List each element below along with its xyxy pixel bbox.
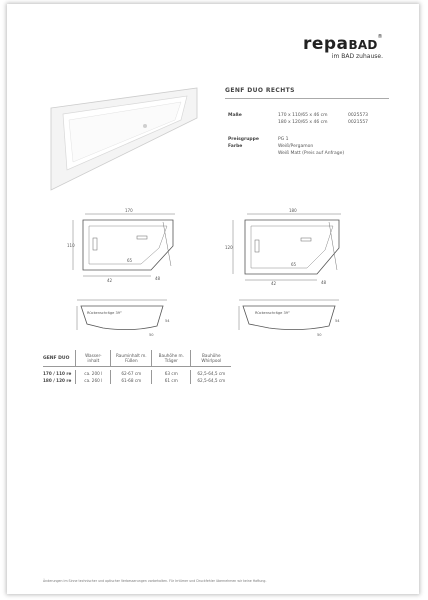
table-header: Bauhöhe m. Träger (152, 350, 191, 367)
table-cell: ca. 200 l (76, 370, 111, 377)
table-cell: 170 / 110 re (43, 371, 72, 376)
dim-2: 42 (271, 281, 277, 286)
dim-height: 110 (67, 243, 75, 248)
table-cell: ca. 260 l (76, 377, 111, 384)
dim-2: 42 (107, 278, 113, 283)
farbe-value: Weiß Matt (Preis auf Anfrage) (278, 151, 345, 156)
table-header: Rauminhalt m. Füßen (111, 350, 152, 367)
specs-table (43, 350, 231, 384)
brand-logo (303, 34, 383, 60)
table-row (43, 377, 231, 384)
dim-3: 48 (321, 280, 327, 285)
product-image (49, 86, 199, 194)
spec-row-masse-1 (228, 112, 388, 119)
side-note: Rückenschräge 39° (87, 311, 122, 315)
table-cell: 62-67 cm (111, 370, 152, 377)
table-cell: 63 cm (152, 370, 191, 377)
dim-3: 48 (155, 276, 161, 281)
dim-1: 65 (291, 262, 297, 267)
masse-size: 170 x 110/65 x 46 cm (278, 113, 328, 118)
spec-row-masse-2 (228, 119, 388, 126)
dim-5: 54 (165, 319, 170, 323)
table-header: GENF DUO (43, 355, 70, 361)
farbe-label: Farbe (228, 144, 243, 149)
masse-code: 0021557 (348, 120, 369, 125)
dim-1: 65 (127, 258, 133, 263)
table-cell: 62,5-64,5 cm (191, 370, 232, 377)
masse-label: Maße (228, 113, 242, 118)
dim-5: 54 (335, 319, 340, 323)
spec-row-farbe-2 (228, 150, 388, 157)
table-header: Wasser-inhalt (76, 350, 111, 367)
preisgruppe-label: Preisgruppe (228, 137, 259, 142)
farbe-value: Weiß/Pergamon (278, 144, 314, 149)
dim-4: 50 (149, 333, 154, 337)
table-row (43, 370, 231, 377)
footnote: Änderungen im Sinne technischer und optischer Verbesserungen vorbehalten. Für Irrtümer und Druckfehler übernehmen wir keine Haftung. (43, 579, 267, 583)
brand-name: repaBAD® (302, 34, 383, 54)
table-cell: 61-68 cm (111, 377, 152, 384)
spec-row-preisgruppe (228, 136, 388, 143)
title-divider (225, 98, 389, 99)
product-title: GENF DUO RECHTS (225, 87, 295, 94)
spec-row-farbe (228, 143, 388, 150)
side-profile-180 (235, 294, 345, 338)
dim-width: 170 (125, 208, 133, 213)
dim-height: 120 (225, 245, 233, 250)
table-cell: 180 / 120 re (43, 378, 72, 383)
dim-4: 50 (317, 333, 322, 337)
masse-code: 0025573 (348, 113, 369, 118)
preisgruppe-value: PG 1 (278, 137, 289, 142)
plan-drawing-180 (225, 204, 355, 286)
brand-tagline: im BAD zuhause. (331, 53, 383, 60)
table-header-row (43, 350, 231, 367)
side-note: Rückenschräge 39° (255, 311, 290, 315)
side-profile-170 (73, 294, 173, 338)
table-header: Bauhöhe Whirlpool (191, 350, 232, 367)
table-cell: 61 cm (152, 377, 191, 384)
table-cell: 62,5-64,5 cm (191, 377, 232, 384)
product-specs (228, 112, 388, 157)
plan-drawing-170 (67, 204, 187, 286)
dim-width: 180 (289, 208, 297, 213)
masse-size: 180 x 120/65 x 46 cm (278, 120, 328, 125)
document-page (7, 4, 419, 594)
